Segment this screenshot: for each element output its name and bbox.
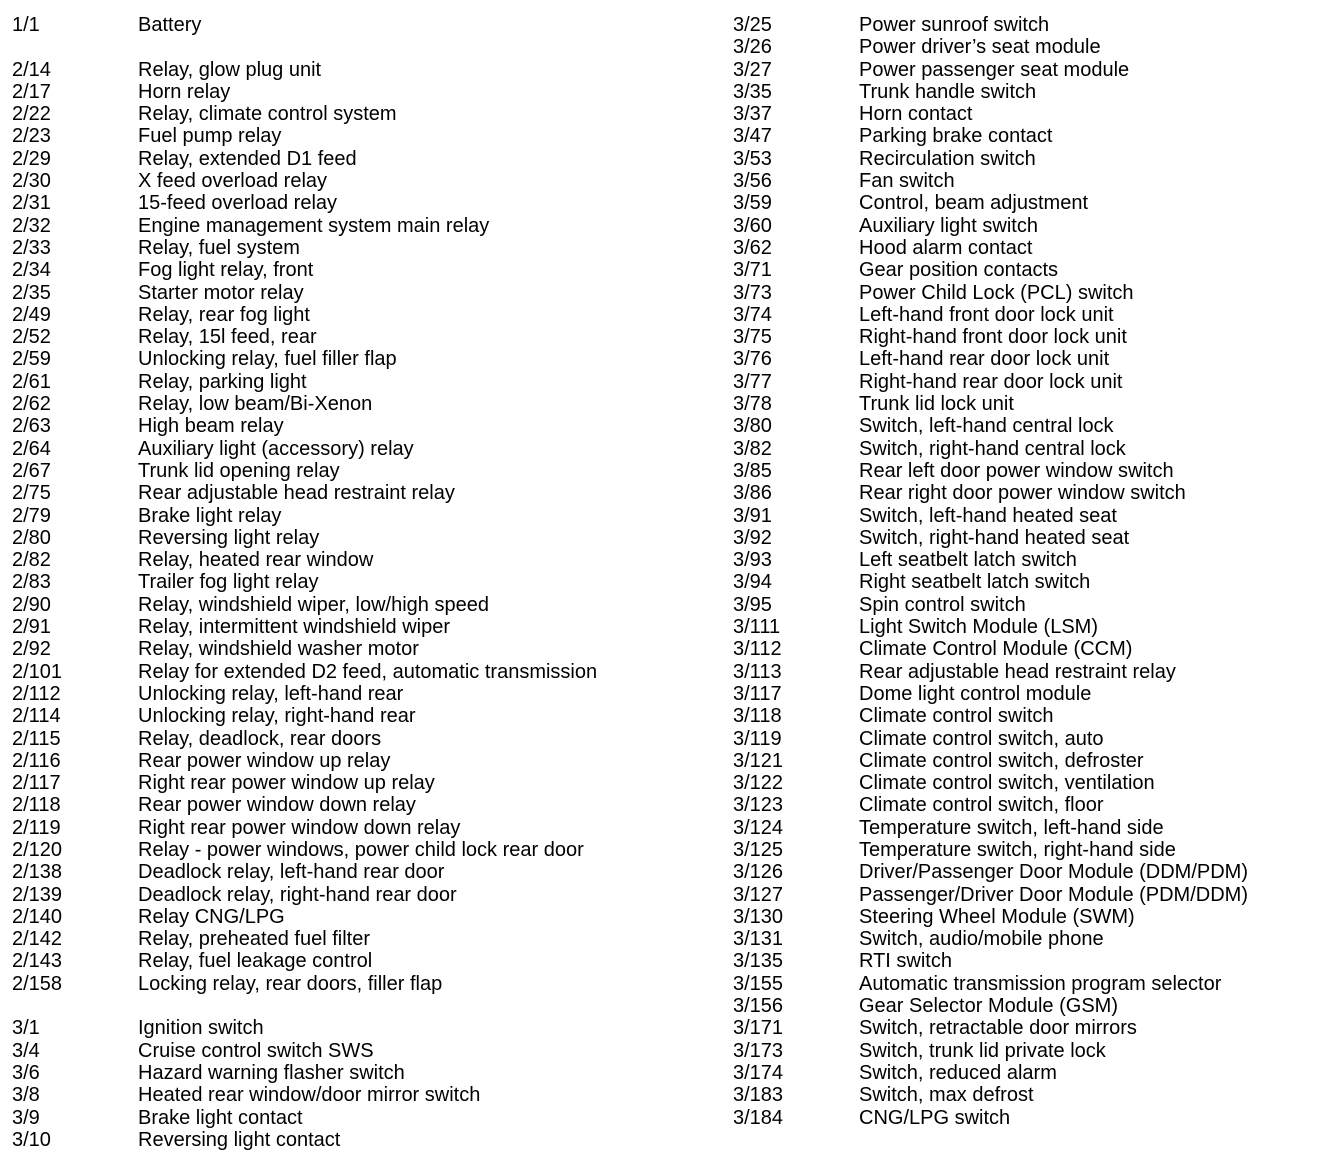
legend-row xyxy=(12,371,712,393)
component-code: 2/14 xyxy=(12,58,51,81)
legend-row xyxy=(733,148,1323,170)
legend-row xyxy=(12,326,712,348)
component-description: Switch, retractable door mirrors xyxy=(859,1017,1137,1040)
legend-row xyxy=(12,348,712,370)
component-description: Relay, 15l feed, rear xyxy=(138,326,317,349)
component-description: Relay, parking light xyxy=(138,370,307,393)
component-code: 3/77 xyxy=(733,370,772,393)
component-description: 15-feed overload relay xyxy=(138,192,338,215)
component-code: 2/79 xyxy=(12,504,51,527)
legend-row xyxy=(733,728,1323,750)
component-description: Switch, right-hand heated seat xyxy=(859,526,1130,549)
component-description: Switch, trunk lid private lock xyxy=(859,1039,1106,1062)
left-column-list xyxy=(12,14,712,1151)
component-description: Trailer fog light relay xyxy=(138,571,319,594)
component-code: 2/59 xyxy=(12,348,51,371)
component-description: Rear left door power window switch xyxy=(859,459,1174,482)
legend-row xyxy=(12,839,712,861)
legend-row xyxy=(12,571,712,593)
legend-row xyxy=(733,348,1323,370)
component-description: Climate control switch, defroster xyxy=(859,749,1144,772)
component-code: 3/183 xyxy=(733,1084,784,1107)
legend-row xyxy=(12,794,712,816)
component-code: 3/118 xyxy=(733,705,782,728)
legend-row xyxy=(12,1107,712,1129)
legend-row xyxy=(12,683,712,705)
component-code: 3/80 xyxy=(733,415,772,438)
legend-row xyxy=(12,549,712,571)
component-description: Right-hand rear door lock unit xyxy=(859,370,1123,393)
component-description: Dome light control module xyxy=(859,682,1092,705)
component-description: Horn contact xyxy=(859,103,973,126)
component-code: 2/67 xyxy=(12,459,51,482)
component-description: Rear power window up relay xyxy=(138,749,391,772)
legend-row xyxy=(12,460,712,482)
component-description: X feed overload relay xyxy=(138,170,328,193)
component-description: Power Child Lock (PCL) switch xyxy=(859,281,1134,304)
legend-row xyxy=(12,772,712,794)
legend-row xyxy=(12,393,712,415)
component-description: Relay, low beam/Bi-Xenon xyxy=(138,393,373,416)
component-description: High beam relay xyxy=(138,415,284,438)
component-description: Parking brake contact xyxy=(859,125,1053,148)
component-description: Trunk lid lock unit xyxy=(859,393,1014,416)
legend-row xyxy=(12,1040,712,1062)
legend-row xyxy=(733,460,1323,482)
component-code: 3/94 xyxy=(733,571,772,594)
component-description: Cruise control switch SWS xyxy=(138,1039,374,1062)
component-code: 2/118 xyxy=(12,794,61,817)
component-code: 2/91 xyxy=(12,616,51,639)
legend-row xyxy=(12,282,712,304)
component-code: 3/71 xyxy=(733,259,772,282)
legend-row xyxy=(733,393,1323,415)
component-code: 3/73 xyxy=(733,281,772,304)
component-description: Gear Selector Module (GSM) xyxy=(859,995,1118,1018)
component-description: Light Switch Module (LSM) xyxy=(859,616,1098,639)
component-code: 3/95 xyxy=(733,593,772,616)
component-code: 3/35 xyxy=(733,80,772,103)
component-code: 3/1 xyxy=(12,1017,40,1040)
legend-row xyxy=(733,661,1323,683)
component-description: Reversing light contact xyxy=(138,1128,341,1151)
component-code: 2/158 xyxy=(12,972,63,995)
component-code: 3/74 xyxy=(733,303,772,326)
legend-row xyxy=(733,371,1323,393)
component-description: Right seatbelt latch switch xyxy=(859,571,1091,594)
component-code: 3/93 xyxy=(733,549,772,572)
legend-row xyxy=(733,1040,1323,1062)
component-code: 3/123 xyxy=(733,794,784,817)
legend-row xyxy=(12,505,712,527)
legend-row xyxy=(733,237,1323,259)
legend-row xyxy=(733,326,1323,348)
component-description: Deadlock relay, right-hand rear door xyxy=(138,883,457,906)
component-code: 3/76 xyxy=(733,348,772,371)
component-description: Rear power window down relay xyxy=(138,794,416,817)
component-code: 3/174 xyxy=(733,1061,784,1084)
component-description: Automatic transmission program selector xyxy=(859,972,1222,995)
component-code: 2/31 xyxy=(12,192,51,215)
legend-row xyxy=(733,14,1323,36)
legend-row xyxy=(12,638,712,660)
legend-row xyxy=(12,192,712,214)
legend-row xyxy=(12,1129,712,1151)
legend-row xyxy=(733,750,1323,772)
legend-row xyxy=(733,438,1323,460)
component-description: Right rear power window up relay xyxy=(138,772,435,795)
component-description: Unlocking relay, left-hand rear xyxy=(138,682,404,705)
component-code: 2/63 xyxy=(12,415,51,438)
component-code: 3/126 xyxy=(733,861,784,884)
component-description: Right-hand front door lock unit xyxy=(859,326,1127,349)
component-description: Power sunroof switch xyxy=(859,14,1050,36)
component-description: Starter motor relay xyxy=(138,281,304,304)
component-description: Switch, max defrost xyxy=(859,1084,1034,1107)
component-description: RTI switch xyxy=(859,950,952,973)
legend-row xyxy=(733,505,1323,527)
component-code: 2/92 xyxy=(12,638,51,661)
component-code: 2/61 xyxy=(12,370,51,393)
component-description: Passenger/Driver Door Module (PDM/DDM) xyxy=(859,883,1248,906)
legend-row xyxy=(12,415,712,437)
legend-row xyxy=(733,304,1323,326)
legend-row xyxy=(733,683,1323,705)
legend-row xyxy=(12,304,712,326)
component-description: Trunk handle switch xyxy=(859,80,1037,103)
component-code: 2/140 xyxy=(12,905,63,928)
component-description: Rear adjustable head restraint relay xyxy=(859,660,1176,683)
legend-row xyxy=(12,148,712,170)
component-description: Relay, preheated fuel filter xyxy=(138,928,370,951)
component-description: Brake light contact xyxy=(138,1106,303,1129)
component-code: 3/171 xyxy=(733,1017,784,1040)
component-code: 3/6 xyxy=(12,1061,40,1084)
component-code: 3/25 xyxy=(733,14,772,36)
component-description: Rear right door power window switch xyxy=(859,482,1186,505)
component-code: 3/47 xyxy=(733,125,772,148)
component-description: Deadlock relay, left-hand rear door xyxy=(138,861,445,884)
component-code: 3/82 xyxy=(733,437,772,460)
legend-row xyxy=(12,170,712,192)
component-description: Left seatbelt latch switch xyxy=(859,549,1077,572)
legend-row xyxy=(12,928,712,950)
legend-row xyxy=(733,571,1323,593)
component-description: Left-hand rear door lock unit xyxy=(859,348,1110,371)
legend-row xyxy=(733,415,1323,437)
legend-row xyxy=(733,549,1323,571)
component-code: 2/30 xyxy=(12,170,51,193)
component-description: Trunk lid opening relay xyxy=(138,459,340,482)
legend-row xyxy=(733,1062,1323,1084)
component-description: Power driver’s seat module xyxy=(859,36,1101,59)
component-description: Climate control switch, ventilation xyxy=(859,772,1155,795)
component-code: 3/37 xyxy=(733,103,772,126)
component-description: Unlocking relay, right-hand rear xyxy=(138,705,416,728)
right-column-list xyxy=(733,14,1323,1129)
legend-row xyxy=(12,973,712,995)
legend-row xyxy=(733,192,1323,214)
component-description: Fan switch xyxy=(859,170,955,193)
legend-row xyxy=(12,750,712,772)
legend-row xyxy=(12,81,712,103)
legend-row xyxy=(12,906,712,928)
component-description: Steering Wheel Module (SWM) xyxy=(859,905,1135,928)
legend-row xyxy=(12,1062,712,1084)
legend-row xyxy=(12,705,712,727)
component-description: Switch, audio/mobile phone xyxy=(859,928,1104,951)
legend-row xyxy=(733,772,1323,794)
component-code: 2/115 xyxy=(12,727,61,750)
component-code: 2/75 xyxy=(12,482,51,505)
legend-row xyxy=(733,1084,1323,1106)
component-code: 3/131 xyxy=(733,928,784,951)
legend-row xyxy=(12,594,712,616)
component-code: 3/173 xyxy=(733,1039,784,1062)
component-description: Relay, fuel leakage control xyxy=(138,950,373,973)
component-description: Power passenger seat module xyxy=(859,58,1130,81)
component-description: Relay - power windows, power child lock rear door xyxy=(138,838,584,861)
legend-row xyxy=(733,527,1323,549)
component-description: Spin control switch xyxy=(859,593,1026,616)
legend-row xyxy=(12,884,712,906)
component-code: 3/119 xyxy=(733,727,782,750)
component-description: Relay, intermittent windshield wiper xyxy=(138,616,450,639)
component-code: 3/4 xyxy=(12,1039,40,1062)
component-code: 3/60 xyxy=(733,214,772,237)
component-code: 2/101 xyxy=(12,660,63,683)
component-code: 2/114 xyxy=(12,705,61,728)
legend-row xyxy=(12,59,712,81)
component-code: 3/135 xyxy=(733,950,784,973)
component-code: 3/78 xyxy=(733,393,772,416)
component-description: Auxiliary light switch xyxy=(859,214,1038,237)
component-code: 2/52 xyxy=(12,326,51,349)
component-description: Switch, right-hand central lock xyxy=(859,437,1126,460)
component-description: Switch, left-hand heated seat xyxy=(859,504,1117,527)
component-code: 3/86 xyxy=(733,482,772,505)
component-description: Hood alarm contact xyxy=(859,236,1033,259)
component-code: 3/122 xyxy=(733,772,784,795)
component-description: Relay, windshield washer motor xyxy=(138,638,419,661)
legend-row xyxy=(733,616,1323,638)
component-code: 3/8 xyxy=(12,1084,40,1107)
legend-row xyxy=(733,215,1323,237)
legend-row xyxy=(12,14,712,36)
component-code: 3/127 xyxy=(733,883,784,906)
component-code: 2/22 xyxy=(12,103,51,126)
component-description: Relay, rear fog light xyxy=(138,303,310,326)
component-description: Relay, climate control system xyxy=(138,103,397,126)
component-code: 3/53 xyxy=(733,147,772,170)
legend-row xyxy=(733,705,1323,727)
component-description: Heated rear window/door mirror switch xyxy=(138,1084,481,1107)
component-code: 2/112 xyxy=(12,682,61,705)
component-code: 2/23 xyxy=(12,125,51,148)
legend-row xyxy=(12,861,712,883)
component-code: 3/75 xyxy=(733,326,772,349)
component-code: 3/92 xyxy=(733,526,772,549)
component-description: Climate control switch xyxy=(859,705,1054,728)
component-code: 3/85 xyxy=(733,459,772,482)
component-code: 3/184 xyxy=(733,1106,784,1129)
component-description: Fog light relay, front xyxy=(138,259,314,282)
legend-row xyxy=(12,438,712,460)
legend-row xyxy=(12,1084,712,1106)
component-code: 3/155 xyxy=(733,972,784,995)
legend-row xyxy=(733,36,1323,58)
component-code: 2/116 xyxy=(12,749,61,772)
legend-row xyxy=(733,1107,1323,1129)
component-description: Fuel pump relay xyxy=(138,125,282,148)
component-code: 3/112 xyxy=(733,638,782,661)
component-code: 2/34 xyxy=(12,259,51,282)
component-code: 3/121 xyxy=(733,749,784,772)
component-code: 1/1 xyxy=(12,14,40,36)
legend-row xyxy=(733,259,1323,281)
component-code: 2/142 xyxy=(12,928,63,951)
component-description: Left-hand front door lock unit xyxy=(859,303,1114,326)
legend-row xyxy=(733,995,1323,1017)
legend-row xyxy=(733,81,1323,103)
component-description: Temperature switch, right-hand side xyxy=(859,838,1176,861)
component-description: Switch, reduced alarm xyxy=(859,1061,1057,1084)
component-description: Climate control switch, auto xyxy=(859,727,1104,750)
legend-row xyxy=(733,59,1323,81)
component-description: Ignition switch xyxy=(138,1017,264,1040)
component-description: Auxiliary light (accessory) relay xyxy=(138,437,414,460)
component-description: Switch, left-hand central lock xyxy=(859,415,1114,438)
legend-row xyxy=(12,817,712,839)
component-description: Locking relay, rear doors, filler flap xyxy=(138,972,443,995)
legend-row xyxy=(12,215,712,237)
component-code: 3/125 xyxy=(733,838,784,861)
component-description: Recirculation switch xyxy=(859,147,1036,170)
legend-row xyxy=(733,928,1323,950)
component-code: 3/26 xyxy=(733,36,772,59)
legend-row xyxy=(733,794,1323,816)
component-description: Brake light relay xyxy=(138,504,282,527)
component-code: 3/124 xyxy=(733,816,784,839)
component-description: Climate control switch, floor xyxy=(859,794,1104,817)
component-description: Engine management system main relay xyxy=(138,214,490,237)
component-code: 2/119 xyxy=(12,816,61,839)
component-code: 3/156 xyxy=(733,995,784,1018)
component-description: Relay, heated rear window xyxy=(138,549,374,572)
legend-row xyxy=(733,125,1323,147)
component-code: 2/35 xyxy=(12,281,51,304)
legend-row xyxy=(12,482,712,504)
legend-row xyxy=(733,594,1323,616)
component-code: 3/10 xyxy=(12,1128,51,1151)
component-code: 2/33 xyxy=(12,236,51,259)
legend-row xyxy=(12,237,712,259)
component-code: 2/17 xyxy=(12,80,51,103)
component-description: Relay, fuel system xyxy=(138,236,300,259)
legend-row xyxy=(733,906,1323,928)
component-code: 2/90 xyxy=(12,593,51,616)
component-description: Battery xyxy=(138,14,202,36)
legend-row xyxy=(12,527,712,549)
component-description: Hazard warning flasher switch xyxy=(138,1061,405,1084)
legend-row xyxy=(733,861,1323,883)
component-code: 2/32 xyxy=(12,214,51,237)
legend-row xyxy=(733,839,1323,861)
legend-row xyxy=(12,259,712,281)
component-code: 2/139 xyxy=(12,883,63,906)
component-code: 3/59 xyxy=(733,192,772,215)
legend-row xyxy=(12,616,712,638)
component-code: 3/117 xyxy=(733,682,782,705)
component-code: 3/91 xyxy=(733,504,772,527)
component-description: Driver/Passenger Door Module (DDM/PDM) xyxy=(859,861,1248,884)
legend-row xyxy=(733,103,1323,125)
component-code: 3/130 xyxy=(733,905,784,928)
legend-row xyxy=(733,817,1323,839)
component-code: 2/120 xyxy=(12,838,63,861)
component-code: 2/82 xyxy=(12,549,51,572)
legend-row xyxy=(733,884,1323,906)
component-description: CNG/LPG switch xyxy=(859,1106,1011,1129)
component-description: Horn relay xyxy=(138,80,231,103)
legend-row xyxy=(733,482,1323,504)
component-description: Relay, glow plug unit xyxy=(138,58,322,81)
component-code: 3/111 xyxy=(733,616,781,639)
component-description: Relay, deadlock, rear doors xyxy=(138,727,382,750)
component-code: 3/9 xyxy=(12,1106,40,1129)
component-code: 2/49 xyxy=(12,303,51,326)
component-code: 3/27 xyxy=(733,58,772,81)
component-code: 3/113 xyxy=(733,660,782,683)
component-code: 3/56 xyxy=(733,170,772,193)
component-code: 2/117 xyxy=(12,772,61,795)
component-code: 2/138 xyxy=(12,861,63,884)
component-description: Rear adjustable head restraint relay xyxy=(138,482,455,505)
legend-row xyxy=(12,125,712,147)
legend-row xyxy=(733,1017,1323,1039)
component-description: Relay CNG/LPG xyxy=(138,905,285,928)
component-description: Right rear power window down relay xyxy=(138,816,461,839)
component-description: Gear position contacts xyxy=(859,259,1058,282)
component-code: 3/62 xyxy=(733,236,772,259)
legend-row xyxy=(733,170,1323,192)
component-code: 2/143 xyxy=(12,950,63,973)
legend-row xyxy=(733,973,1323,995)
component-code: 2/64 xyxy=(12,437,51,460)
legend-row xyxy=(12,661,712,683)
legend-row xyxy=(12,950,712,972)
legend-row xyxy=(733,638,1323,660)
component-description: Temperature switch, left-hand side xyxy=(859,816,1164,839)
component-code: 2/80 xyxy=(12,526,51,549)
component-description: Relay for extended D2 feed, automatic transmission xyxy=(138,660,598,683)
component-description: Relay, windshield wiper, low/high speed xyxy=(138,593,489,616)
component-description: Relay, extended D1 feed xyxy=(138,147,357,170)
legend-row xyxy=(733,950,1323,972)
component-code: 2/83 xyxy=(12,571,51,594)
component-description: Unlocking relay, fuel filler flap xyxy=(138,348,397,371)
component-code: 2/29 xyxy=(12,147,51,170)
legend-row xyxy=(12,1017,712,1039)
legend-row xyxy=(733,282,1323,304)
component-code: 2/62 xyxy=(12,393,51,416)
legend-row xyxy=(12,728,712,750)
component-description: Reversing light relay xyxy=(138,526,320,549)
component-description: Climate Control Module (CCM) xyxy=(859,638,1133,661)
legend-row xyxy=(12,103,712,125)
component-description: Control, beam adjustment xyxy=(859,192,1089,215)
